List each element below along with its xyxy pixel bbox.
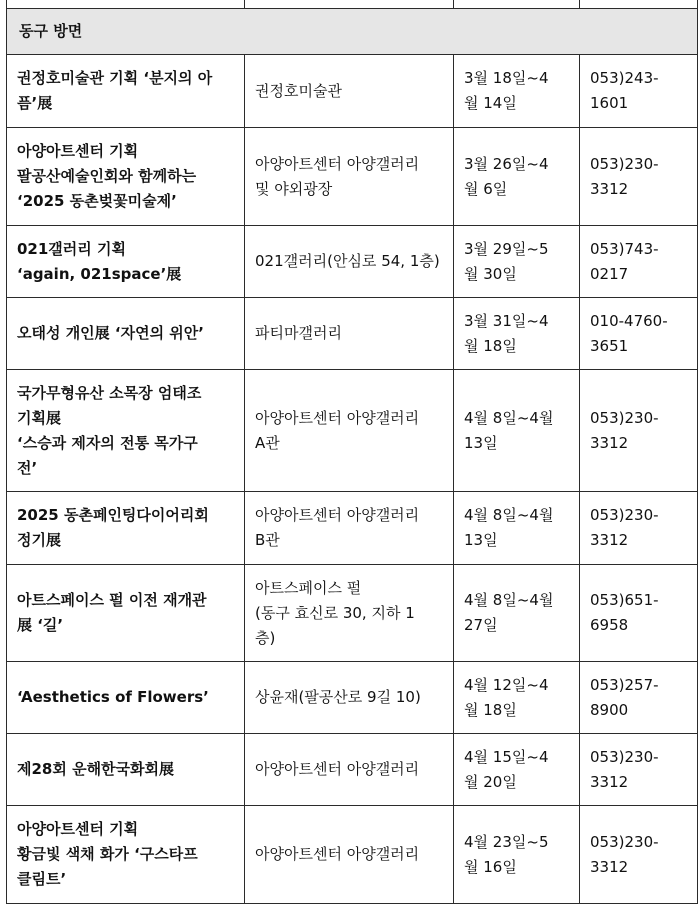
event-title <box>7 298 245 370</box>
event-phone-line: 053)743- <box>590 239 659 258</box>
event-title <box>7 128 245 226</box>
event-row <box>7 128 698 226</box>
event-venue-line: 권정호미술관 <box>255 81 342 100</box>
event-phone-line: 053)651- <box>590 591 659 609</box>
event-dates <box>454 226 580 298</box>
event-dates-line: 월 6일 <box>464 179 508 198</box>
event-venue <box>245 492 454 565</box>
stub-cell <box>454 0 580 9</box>
event-dates-line: 3월 29일~5 <box>464 239 549 258</box>
event-title-line: 아트스페이스 펄 이전 재개관 <box>17 591 207 609</box>
event-phone-line: 053)230- <box>590 832 659 851</box>
event-phone-line: 053)257- <box>590 675 659 694</box>
event-row <box>7 298 698 370</box>
event-phone-line: 6958 <box>590 616 629 634</box>
event-dates <box>454 734 580 806</box>
event-phone-line: 3312 <box>590 179 629 198</box>
event-phone-line: 053)230- <box>590 154 659 173</box>
stub-cell <box>245 0 454 9</box>
event-venue-line: 및 야외광장 <box>255 179 333 198</box>
section-header: 동구 방면 <box>7 9 698 55</box>
stub-cell <box>580 0 698 9</box>
event-title-line: 아양아트센터 기획 <box>17 820 139 838</box>
event-title-line: 021갤러리 기획 <box>17 239 126 258</box>
event-title-line: 오태성 개인展 ‘자연의 위안’ <box>17 324 204 342</box>
event-venue <box>245 662 454 734</box>
event-dates <box>454 298 580 370</box>
event-title-line: 국가무형유산 소목장 엄태조 <box>17 383 202 402</box>
event-title-line: 제28회 운해한국화회展 <box>17 760 175 778</box>
event-title-line: 팔공산예술인회와 함께하는 <box>17 167 197 185</box>
event-title <box>7 734 245 806</box>
event-dates-line: 월 18일 <box>464 336 517 355</box>
event-venue-line: 아트스페이스 펄 <box>255 578 362 597</box>
event-schedule-table <box>6 0 698 904</box>
event-venue-line: 층) <box>255 628 276 647</box>
event-dates <box>454 128 580 226</box>
event-phone <box>580 734 698 806</box>
event-row <box>7 492 698 565</box>
event-venue-line: 아양아트센터 아양갤러리 <box>255 506 420 524</box>
event-title-line: 정기展 <box>17 531 61 549</box>
event-phone <box>580 128 698 226</box>
section-header-row <box>7 9 698 55</box>
event-phone <box>580 492 698 565</box>
event-title-line: ‘Aesthetics of Flowers’ <box>17 688 209 706</box>
event-title-line: 展 ‘길’ <box>17 616 64 634</box>
event-phone-line: 053)230- <box>590 747 659 766</box>
stub-cell <box>7 0 245 9</box>
event-phone <box>580 298 698 370</box>
event-title-line: 픔’展 <box>17 94 53 112</box>
event-phone-line: 1601 <box>590 94 629 112</box>
event-venue <box>245 55 454 128</box>
event-dates-line: 월 16일 <box>464 857 517 876</box>
event-dates-line: 월 30일 <box>464 264 517 283</box>
event-phone <box>580 565 698 662</box>
event-title <box>7 370 245 492</box>
event-title-line: 2025 동촌페인팅다이어리회 <box>17 506 209 524</box>
event-dates-line: 4월 15일~4 <box>464 747 549 766</box>
event-dates-line: 4월 8일~4월 <box>464 506 554 524</box>
event-title <box>7 492 245 565</box>
table-body <box>7 0 698 904</box>
event-venue-line: 아양아트센터 아양갤러리 <box>255 845 420 863</box>
event-phone-line: 3651 <box>590 336 629 355</box>
event-phone-line: 3312 <box>590 772 629 791</box>
event-dates-line: 3월 31일~4 <box>464 311 549 330</box>
event-row <box>7 806 698 904</box>
event-phone-line: 053)230- <box>590 506 659 524</box>
event-venue-line: 아양아트센터 아양갤러리 <box>255 154 420 173</box>
event-title <box>7 662 245 734</box>
event-phone-line: 3312 <box>590 531 629 549</box>
event-phone-line: 053)230- <box>590 408 659 427</box>
event-venue-line: B관 <box>255 531 280 549</box>
event-venue <box>245 298 454 370</box>
event-title-line: 권정호미술관 기획 ‘분지의 아 <box>17 69 213 87</box>
event-venue-line: 아양아트센터 아양갤러리 <box>255 760 420 778</box>
event-title-line: ‘again, 021space’展 <box>17 264 182 283</box>
event-dates-line: 월 20일 <box>464 772 517 791</box>
event-venue <box>245 565 454 662</box>
event-title-line: 기획展 <box>17 408 61 427</box>
event-phone-line: 3312 <box>590 433 629 452</box>
event-dates-line: 4월 23일~5 <box>464 832 549 851</box>
event-venue-line: 파티마갤러리 <box>255 324 342 342</box>
event-dates <box>454 806 580 904</box>
event-venue <box>245 226 454 298</box>
event-title-line: ‘스승과 제자의 전통 목가구 <box>17 433 198 452</box>
event-row <box>7 370 698 492</box>
event-venue-line: 021갤러리(안심로 54, 1층) <box>255 252 440 270</box>
event-venue-line: (동구 효신로 30, 지하 1 <box>255 603 415 622</box>
event-dates <box>454 565 580 662</box>
event-row <box>7 226 698 298</box>
event-title-line: 아양아트센터 기획 <box>17 142 139 160</box>
event-venue <box>245 806 454 904</box>
event-title-line: 전’ <box>17 458 38 477</box>
event-row <box>7 734 698 806</box>
event-phone-line: 053)243- <box>590 69 659 87</box>
event-dates-line: 월 18일 <box>464 700 517 719</box>
event-dates <box>454 55 580 128</box>
event-dates-line: 4월 12일~4 <box>464 675 549 694</box>
event-phone-line: 010-4760- <box>590 311 668 330</box>
event-venue <box>245 128 454 226</box>
event-dates-line: 27일 <box>464 616 498 634</box>
event-phone <box>580 226 698 298</box>
event-dates-line: 4월 8일~4월 <box>464 408 554 427</box>
event-phone-line: 3312 <box>590 857 629 876</box>
event-dates-line: 3월 26일~4 <box>464 154 549 173</box>
event-dates-line: 13일 <box>464 433 498 452</box>
event-row <box>7 662 698 734</box>
previous-row-stub <box>7 0 698 9</box>
event-dates-line: 4월 8일~4월 <box>464 591 554 609</box>
event-dates <box>454 662 580 734</box>
event-dates <box>454 370 580 492</box>
event-phone <box>580 806 698 904</box>
event-row <box>7 565 698 662</box>
event-venue <box>245 370 454 492</box>
event-title-line: ‘2025 동촌벚꽃미술제’ <box>17 192 177 210</box>
event-title <box>7 226 245 298</box>
event-venue <box>245 734 454 806</box>
event-phone <box>580 55 698 128</box>
event-dates-line: 13일 <box>464 531 498 549</box>
event-title-line: 황금빛 색채 화가 ‘구스타프 <box>17 845 198 863</box>
event-dates-line: 월 14일 <box>464 94 517 112</box>
event-phone-line: 0217 <box>590 264 629 283</box>
event-phone-line: 8900 <box>590 700 629 719</box>
event-dates <box>454 492 580 565</box>
event-venue-line: A관 <box>255 433 280 452</box>
event-dates-line: 3월 18일~4 <box>464 69 549 87</box>
event-venue-line: 아양아트센터 아양갤러리 <box>255 408 420 427</box>
event-venue-line: 상윤재(팔공산로 9길 10) <box>255 688 421 706</box>
event-title <box>7 565 245 662</box>
event-phone <box>580 370 698 492</box>
event-title-line: 클림트’ <box>17 870 67 888</box>
event-phone <box>580 662 698 734</box>
event-row <box>7 55 698 128</box>
event-title <box>7 55 245 128</box>
event-title <box>7 806 245 904</box>
